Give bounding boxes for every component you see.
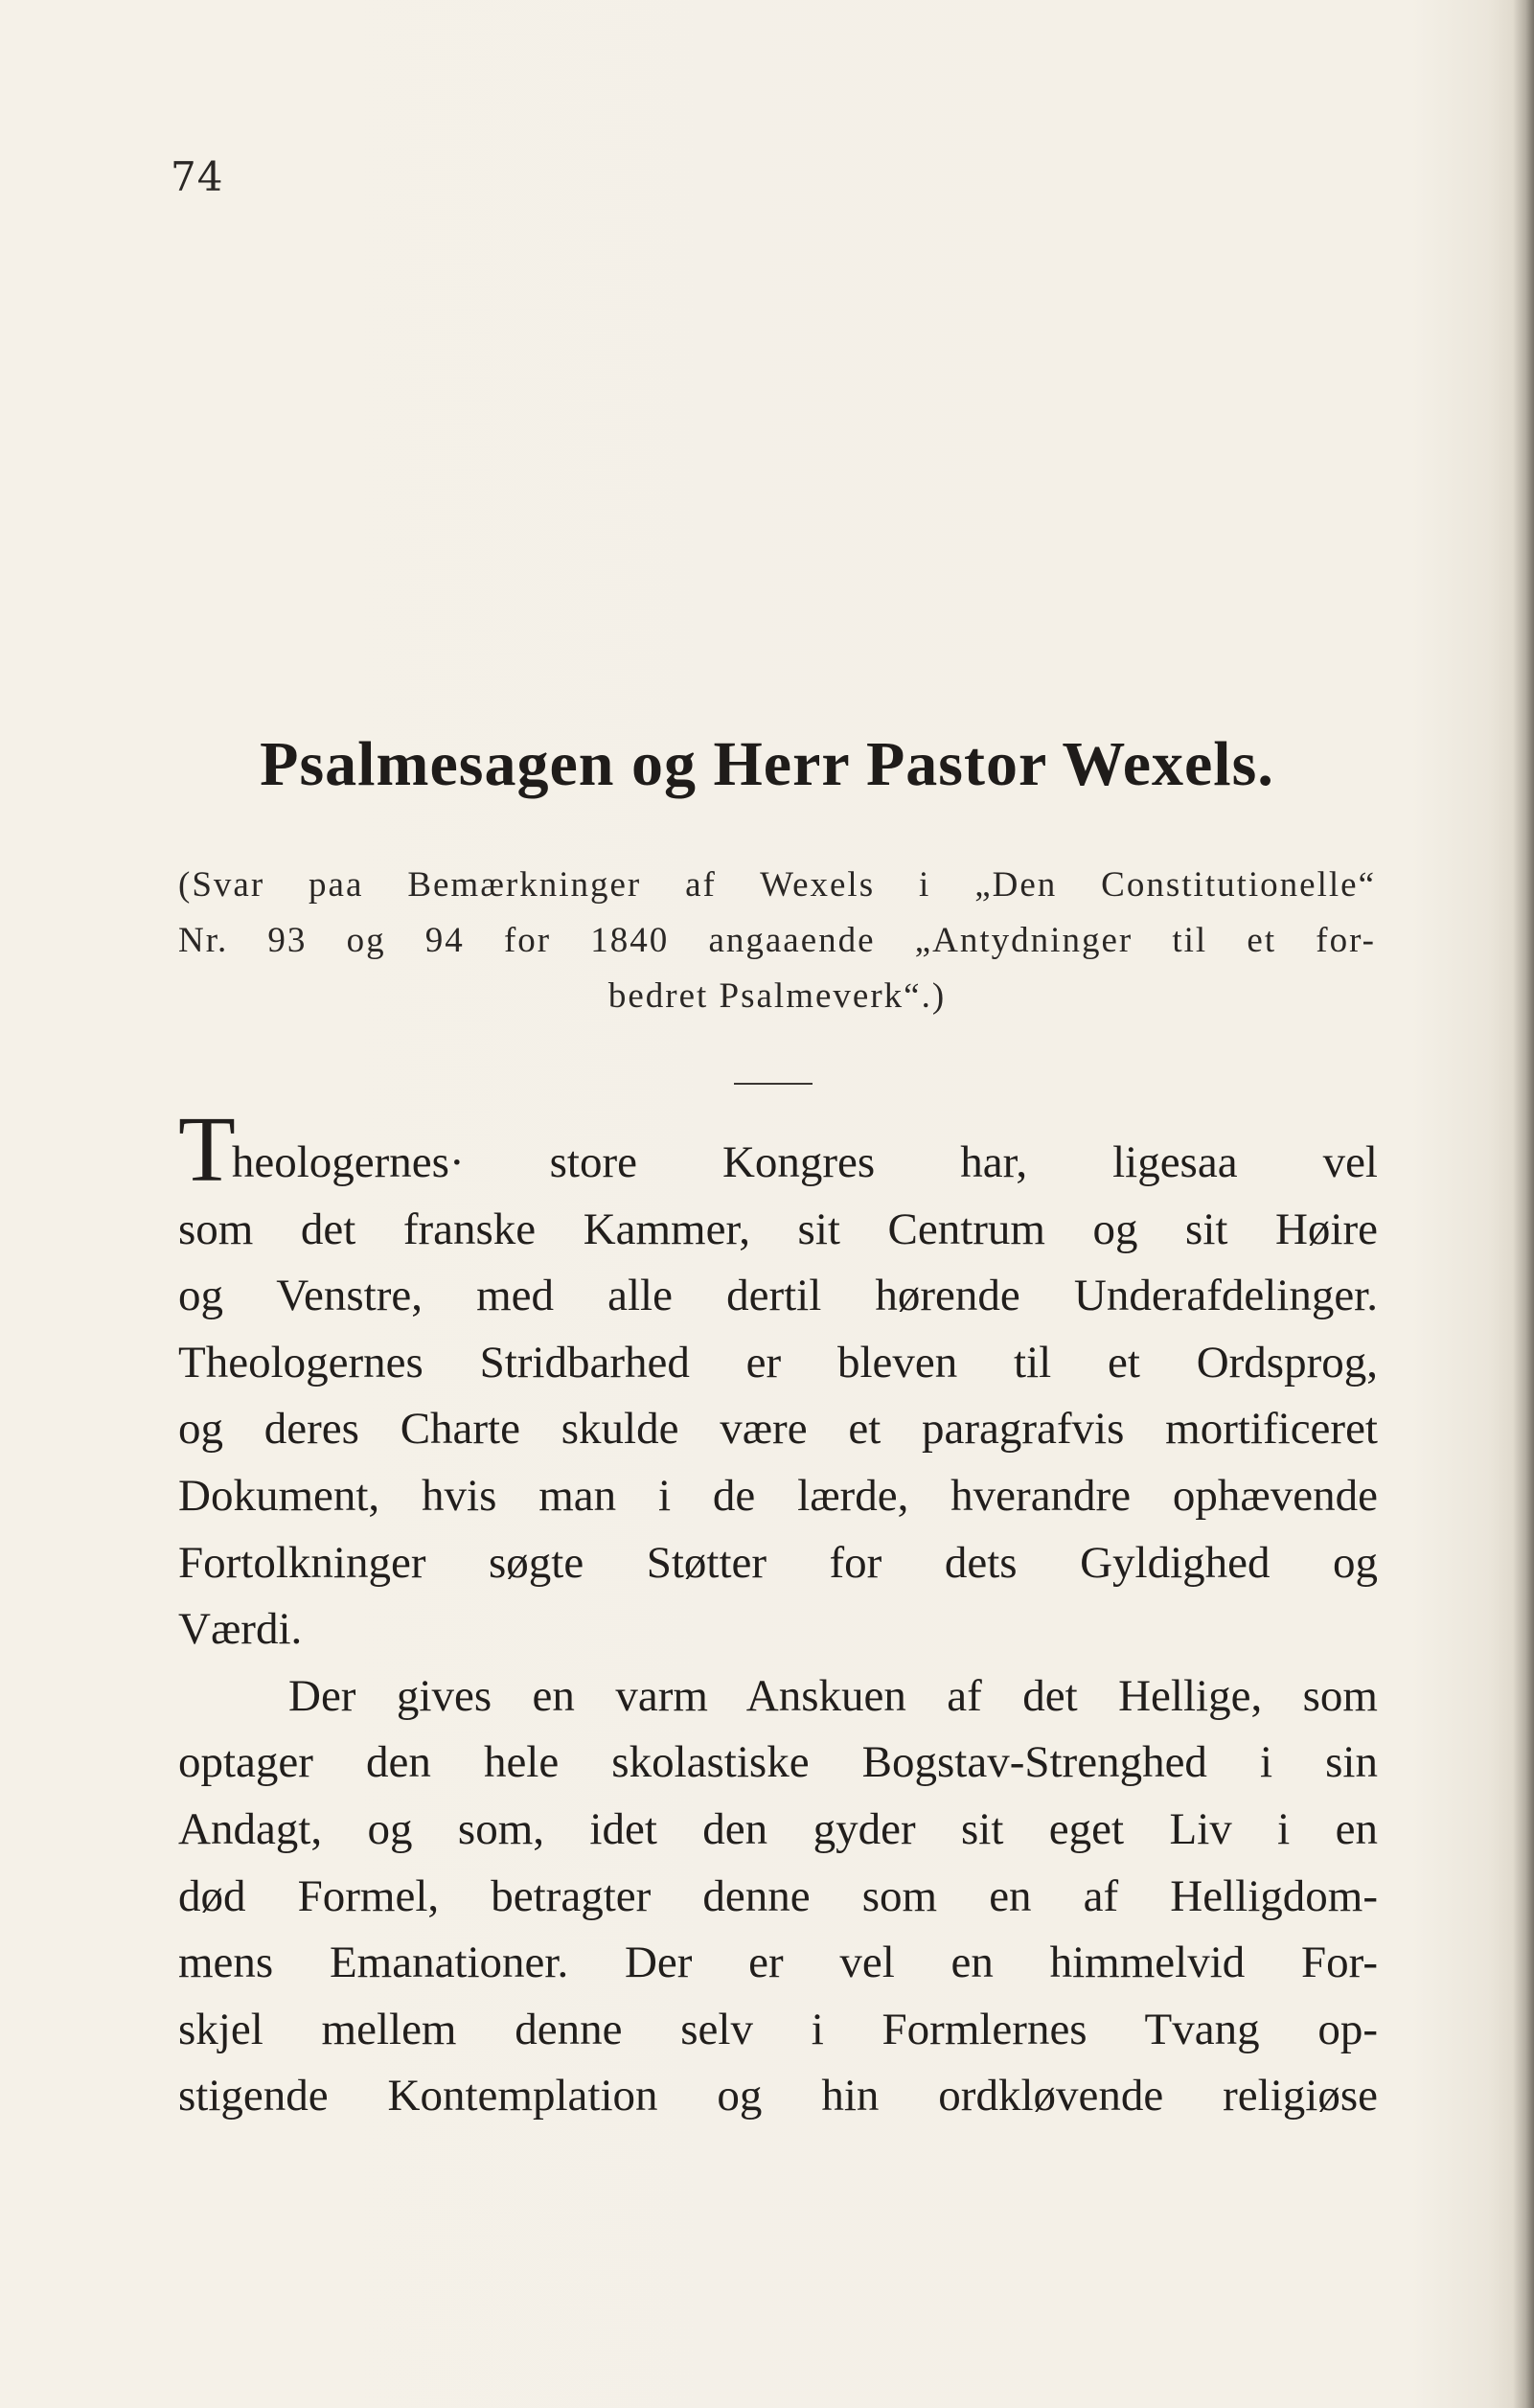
article-title: Psalmesagen og Herr Pastor Wexels.	[260, 729, 1274, 799]
subtitle-line: (Svar paa Bemærkninger af Wexels i „Den Constitutionelle“	[178, 865, 1376, 905]
text-line: Fortolkninger søgte Støtter for dets Gyldighed og	[178, 1537, 1378, 1588]
body-text	[178, 1098, 1378, 2130]
paragraph-2-first-line: Der gives en varm Anskuen af det Hellige, som	[288, 1670, 1378, 1721]
text-line: som det franske Kammer, sit Centrum og sit Høire	[178, 1204, 1378, 1254]
text-line: mens Emanationer. Der er vel en himmelvid For-	[178, 1938, 1378, 1988]
text-line: død Formel, betragter denne som en af Helligdom-	[178, 1870, 1378, 1921]
subtitle-line: bedret Psalmeverk“.)	[607, 976, 947, 1016]
text-line: og Venstre, med alle dertil hørende Underafdelinger.	[178, 1271, 1378, 1321]
page-edge-shadow	[1513, 0, 1534, 2408]
text-line: Theologernes Stridbarhed er bleven til et Ordsprog,	[178, 1337, 1378, 1387]
text-line: stigende Kontemplation og hin ordkløvende religiøse	[178, 2071, 1378, 2121]
text-line: Dokument, hvis man i de lærde, hverandre ophævende	[178, 1470, 1378, 1521]
text-line: og deres Charte skulde være et paragrafvis mortificeret	[178, 1404, 1378, 1455]
page-number: 74	[171, 153, 224, 200]
article-subtitle	[178, 858, 1376, 1024]
drop-cap: T	[178, 1098, 236, 1202]
first-line-text: heologernes· store Kongres har, ligesaa vel	[231, 1137, 1378, 1187]
text-line: optager den hele skolastiske Bogstav-Strenghed i sin	[178, 1737, 1378, 1788]
text-line: Værdi.	[178, 1604, 303, 1655]
paragraph-1-first-line	[178, 1098, 1378, 1202]
text-line: skjel mellem denne selv i Formlernes Tvang op-	[178, 2004, 1378, 2054]
text-line: Andagt, og som, idet den gyder sit eget Liv i en	[178, 1803, 1378, 1854]
subtitle-line: Nr. 93 og 94 for 1840 angaaende „Antydninger til et for-	[178, 921, 1376, 960]
section-divider	[734, 1083, 813, 1085]
